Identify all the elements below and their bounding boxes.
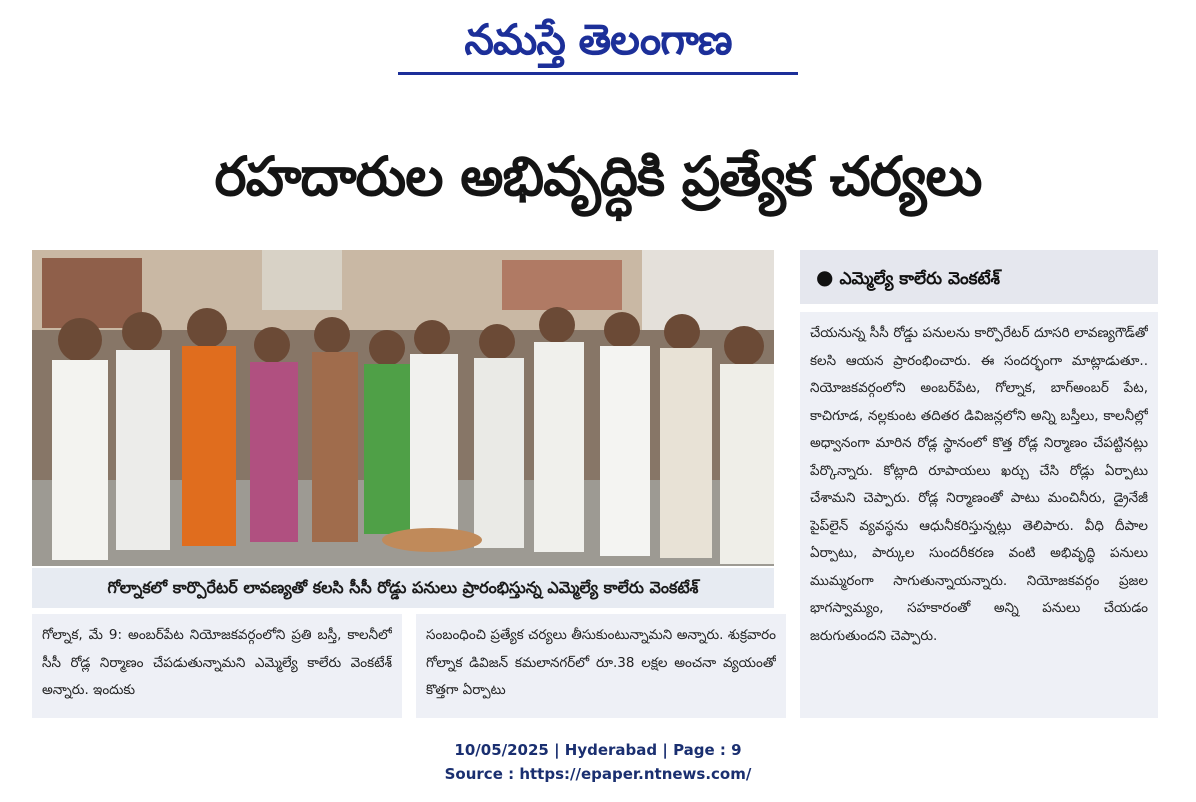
article-headline: రహదారుల అభివృద్ధికి ప్రత్యేక చర్యలు (214, 145, 982, 208)
footer-date-line: 10/05/2025 | Hyderabad | Page : 9 (454, 741, 742, 759)
subhead-text: ఎమ్మెల్యే కాలేరు వెంకటేశ్ (839, 269, 1001, 289)
footer-source-line[interactable]: Source : https://epaper.ntnews.com/ (444, 765, 752, 783)
photo-caption: గోల్నాకలో కార్పొరేటర్ లావణ్యతో కలసి సీసీ రోడ్డు పనులు ప్రారంభిస్తున్న ఎమ్మెల్యే కాలేరు వెంకటేశ్ (32, 568, 774, 608)
article-column-left (32, 614, 402, 718)
column-right-text: చేయనున్న సీసీ రోడ్డు పనులను కార్పొరేటర్ దూసరి లావణ్యగౌడ్‌తో కలసి ఆయన ప్రారంభించారు. ఈ సందర్భంగా మాట్లాడుతూ.. నియోజకవర్గంలోని అంబర్‌పేట, గోల్నాక, బాగ్‌అంబర్ పేట, కాచిగూడ, నల్లకుంట తదితర డివిజన్లలోని అన్ని బస్తీలు, కాలనీల్లో అధ్వానంగా మారిన రోడ్ల స్థానంలో కొత్త రోడ్ల నిర్మాణం చేపట్టినట్లు పేర్కొన్నారు. కోట్లాది రూపాయలు ఖర్చు చేసి రోడ్లు ఏర్పాటు చేశామని చెప్పారు. రోడ్ల నిర్మాణంతో పాటు మంచినీరు, డ్రైనేజీ పైప్‌లైన్ వ్యవస్థను ఆధునీకరిస్తున్నట్లు తెలిపారు. వీధి దీపాల ఏర్పాటు, పార్కుల సుందరీకరణ వంటి అభివృద్ధి పనులు ముమ్మరంగా సాగుతున్నాయన్నారు. నియోజకవర్గం ప్రజల భాగస్వామ్యం, సహకారంతో అన్ని పనులు చేయడం జరుగుతుందని చెప్పారు. (810, 325, 1148, 644)
bullet-icon: ● (816, 265, 834, 289)
column-middle-text: సంబంధించి ప్రత్యేక చర్యలు తీసుకుంటున్నామని అన్నారు. శుక్రవారం గోల్నాక డివిజన్ కమలానగర్‌లో రూ.38 లక్షల అంచనా వ్యయంతో కొత్తగా ఏర్పాటు (426, 627, 776, 698)
masthead-logo: నమస్తే తెలంగాణ (464, 15, 732, 64)
article-column-middle (416, 614, 786, 718)
article-subhead (800, 250, 1158, 304)
photo-illustration (32, 250, 774, 566)
article-column-right (800, 312, 1158, 718)
column-left-text: గోల్నాక, మే 9: అంబర్‌పేట నియోజకవర్గంలోని ప్రతి బస్తీ, కాలనీలో సీసీ రోడ్ల నిర్మాణం చేపడుతున్నామని ఎమ్మెల్యే కాలేరు వెంకటేశ్ అన్నారు. ఇందుకు (42, 627, 392, 698)
article-photo (32, 250, 774, 566)
masthead-underline (398, 72, 798, 75)
